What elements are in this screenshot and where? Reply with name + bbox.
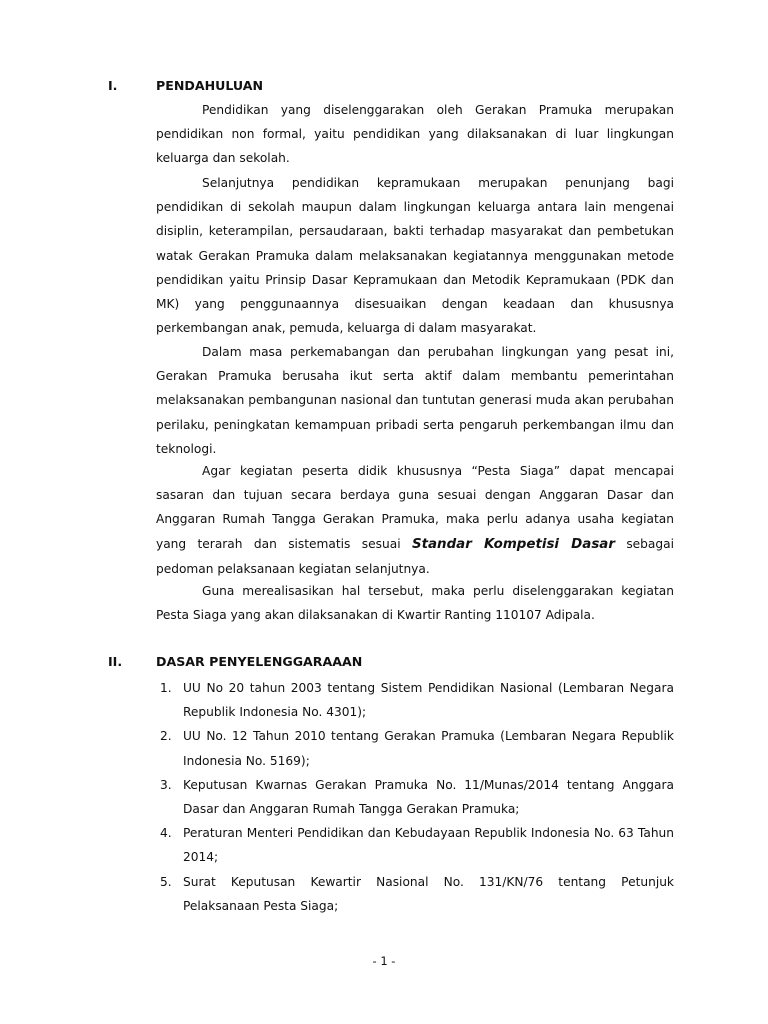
list-item bbox=[156, 870, 674, 918]
intro-paragraph-2: Selanjutnya pendidikan kepramukaan merupakan penunjang bagi pendidikan di sekolah maupun dalam lingkungan keluarga antara lain mengenai disiplin, keterampilan, persaudaraan, bakti terhadap masyarakat dan pembetukan watak Gerakan Pramuka dalam melaksanakan kegiatannya menggunakan metode pendidikan yaitu Prinsip Dasar Kepramukaan dan Metodik Kepramukaan (PDK dan MK) yang penggunaannya disesuaikan dengan keadaan dan khususnya perkembangan anak, pemuda, keluarga di dalam masyarakat. bbox=[156, 176, 674, 336]
emphasized-term: Standar Kompetisi Dasar bbox=[411, 536, 615, 552]
list-marker: 3. bbox=[160, 777, 172, 792]
section-title: DASAR PENYELENGGARAAAN bbox=[156, 654, 363, 669]
intro-paragraph-5: Guna merealisasikan hal tersebut, maka perlu diselenggarakan kegiatan Pesta Siaga yang akan dilaksanakan di Kwartir Ranting 110107 Adipala. bbox=[156, 584, 674, 623]
intro-paragraph-1: Pendidikan yang diselenggarakan oleh Gerakan Pramuka merupakan pendidikan non formal, yaitu pendidikan yang dilaksanakan di luar lingkungan keluarga dan sekolah. bbox=[156, 103, 674, 166]
list-item-text: UU No 20 tahun 2003 tentang Sistem Pendidikan Nasional (Lembaran Negara Republik Indonesia No. 4301); bbox=[183, 681, 674, 720]
list-item bbox=[156, 773, 674, 821]
section-heading-pendahuluan bbox=[108, 76, 674, 96]
intro-paragraph-4 bbox=[156, 459, 674, 581]
list-item-text: UU No. 12 Tahun 2010 tentang Gerakan Pramuka (Lembaran Negara Republik Indonesia No. 5169); bbox=[183, 729, 674, 768]
section-number: I. bbox=[108, 78, 118, 93]
paragraph-text: Agar kegiatan peserta didik khususnya “Pesta Siaga” dapat mencapai sasaran dan tujuan secara berdaya guna sesuai dengan Anggaran Dasar dan Anggaran Rumah Tangga Gerakan Pramuka, maka perlu adanya usaha kegiatan yang terarah dan sistematis sesuai bbox=[156, 464, 674, 551]
intro-paragraph-3: Dalam masa perkemabangan dan perubahan lingkungan yang pesat ini, Gerakan Pramuka berusaha ikut serta aktif dalam membantu pemerintahan melaksanakan pembangunan nasional dan tuntutan generasi muda akan perubahan perilaku, peningkatan kemampuan pribadi serta pengaruh perkembangan ilmu dan teknologi. bbox=[156, 345, 674, 456]
list-marker: 4. bbox=[160, 826, 172, 841]
list-item bbox=[156, 821, 674, 869]
list-marker: 5. bbox=[160, 874, 172, 889]
section-heading-dasar bbox=[108, 652, 674, 672]
list-item-text: Keputusan Kwarnas Gerakan Pramuka No. 11/Munas/2014 tentang Anggara Dasar dan Anggaran Rumah Tangga Gerakan Pramuka; bbox=[183, 777, 674, 817]
list-marker: 1. bbox=[160, 681, 172, 695]
list-item-text: Surat Keputusan Kewartir Nasional No. 131/KN/76 tentang Petunjuk Pelaksanaan Pesta Siaga; bbox=[183, 874, 674, 913]
list-item-text: Peraturan Menteri Pendidikan dan Kebudayaan Republik Indonesia No. 63 Tahun 2014; bbox=[183, 826, 674, 865]
section-number: II. bbox=[108, 654, 123, 669]
paragraph-text: sebagai pedoman pelaksanaan kegiatan selanjutnya. bbox=[156, 536, 674, 576]
list-marker: 2. bbox=[160, 729, 172, 744]
section-title: PENDAHULUAN bbox=[156, 78, 264, 93]
list-item bbox=[156, 676, 674, 724]
legal-basis-list bbox=[156, 676, 674, 918]
list-item bbox=[156, 724, 674, 772]
page-number: - 1 - bbox=[372, 954, 396, 968]
